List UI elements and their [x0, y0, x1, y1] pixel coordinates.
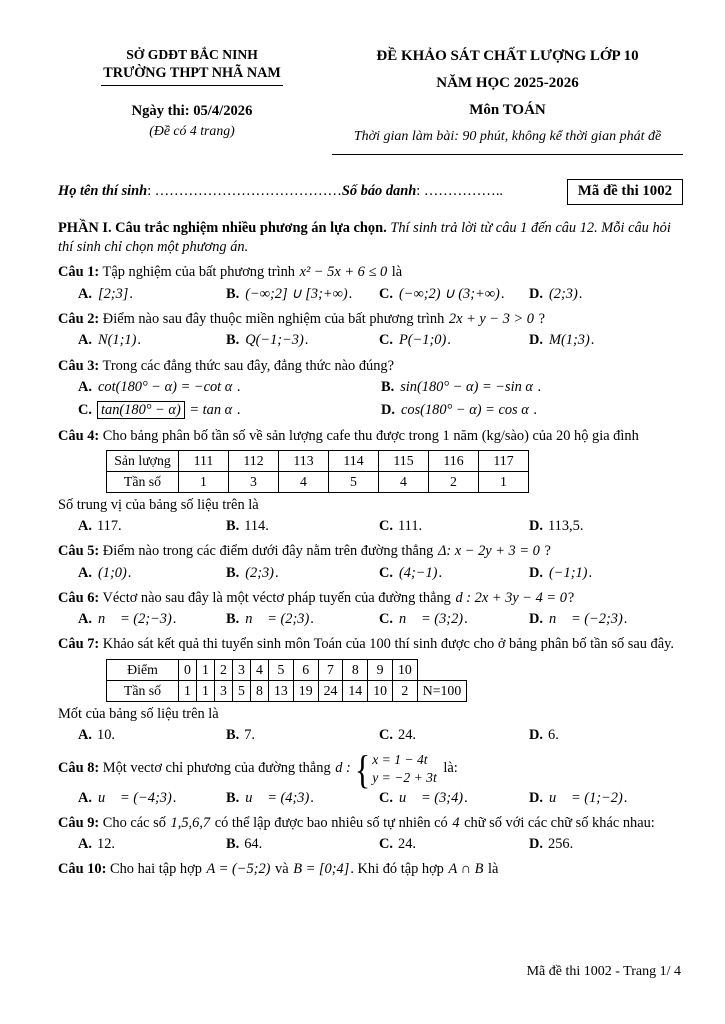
options-row	[58, 610, 683, 629]
question-post-text: Mốt của bảng số liệu trên là	[58, 705, 219, 722]
table-row-label: Điểm	[107, 659, 179, 680]
text-segment: là:	[439, 760, 458, 777]
header-left	[58, 46, 326, 155]
option-key: B.	[226, 611, 240, 628]
text-segment: chữ số với các chữ số khác nhau:	[460, 814, 655, 831]
table-cell: 111	[179, 450, 229, 471]
option-key: D.	[529, 789, 543, 806]
option	[529, 517, 683, 536]
school-year: NĂM HỌC 2025-2026	[436, 75, 579, 92]
math-expression: (1;0)	[98, 564, 127, 581]
question-text	[58, 860, 683, 879]
option	[379, 726, 529, 745]
question-text	[58, 589, 683, 608]
option-key: D.	[529, 836, 543, 853]
text-segment: 117.	[97, 517, 122, 534]
text-segment: .	[233, 402, 241, 419]
option-key: C.	[379, 789, 393, 806]
option	[529, 835, 683, 854]
question-label: Câu 6:	[58, 589, 100, 606]
question-label: Câu 8:	[58, 760, 100, 777]
math-expression: (−∞;2) ∪ (3;+∞)	[399, 285, 500, 302]
text-segment: Khảo sát kết quả thi tuyển sinh môn Toán của 100 thí sinh được cho ở bảng phân bố tần số sau đây.	[102, 636, 674, 653]
table-cell: 115	[379, 450, 429, 471]
table-cell: 6	[293, 659, 318, 680]
option	[78, 378, 381, 397]
question	[58, 814, 683, 855]
math-expression: x² − 5x + 6 ≤ 0	[299, 264, 388, 281]
table-cell: 9	[368, 659, 393, 680]
option-key: D.	[381, 402, 395, 419]
table-cell: 2	[392, 680, 417, 701]
math-expression: A ∩ B	[448, 861, 484, 878]
option	[78, 331, 226, 350]
equation-system	[354, 746, 437, 792]
exam-title: ĐỀ KHẢO SÁT CHẤT LƯỢNG LỚP 10	[376, 48, 639, 64]
math-expression: n⃗ = (−2;3)	[549, 611, 623, 628]
option	[379, 610, 529, 629]
question-text	[58, 814, 683, 833]
options-row	[58, 331, 683, 350]
math-expression: cos(180° − α) = cos α	[401, 402, 529, 419]
option-key: A.	[78, 836, 92, 853]
text-segment: 114.	[244, 517, 269, 534]
candidate-text	[58, 182, 555, 201]
option-key: A.	[78, 789, 92, 806]
option	[78, 401, 381, 420]
math-expression: = tan α	[185, 402, 233, 419]
option	[78, 517, 226, 536]
option-key: A.	[78, 285, 92, 302]
option	[529, 285, 683, 304]
question-text	[58, 357, 683, 376]
math-expression: d : 2x + 3y − 4 = 0	[455, 589, 567, 606]
text-segment: Véctơ nào sau đây là một véctơ pháp tuyến của đường thẳng	[102, 589, 455, 606]
option-key: B.	[226, 285, 240, 302]
table-cell: 117	[479, 450, 529, 471]
text-segment: .	[129, 285, 133, 302]
frequency-table	[106, 659, 467, 702]
math-expression: M(1;3)	[549, 332, 590, 349]
math-expression: Q(−1;−3)	[245, 332, 304, 349]
option-key: B.	[226, 726, 240, 743]
text-segment: là	[388, 264, 403, 281]
table-row-label: Tần số	[107, 471, 179, 492]
option-key: A.	[78, 564, 92, 581]
text-segment: .	[533, 378, 542, 395]
left-brace-icon: {	[354, 746, 371, 792]
questions-list	[58, 263, 683, 879]
text-segment: Trong các đẳng thức sau đây, đẳng thức nào đúng?	[102, 357, 395, 374]
table-row	[107, 450, 529, 471]
text-segment: là	[484, 861, 499, 878]
text-segment: .	[500, 285, 505, 302]
question-label: Câu 1:	[58, 264, 100, 281]
option-key: C.	[78, 402, 92, 419]
candidate-row	[58, 179, 683, 205]
option-key: B.	[226, 517, 240, 534]
option-key: B.	[381, 378, 395, 395]
option-key: D.	[529, 726, 543, 743]
math-expression: u⃗ = (3;4)	[399, 789, 464, 806]
table-cell: 10	[368, 680, 393, 701]
math-expression: Δ: x − 2y + 3 = 0	[437, 543, 540, 560]
question	[58, 589, 683, 630]
exam-date: Ngày thi: 05/4/2026	[131, 103, 253, 120]
options-row	[58, 726, 683, 745]
option	[529, 610, 683, 629]
question-text	[58, 427, 683, 446]
option-key: C.	[379, 332, 393, 349]
question-label: Câu 2:	[58, 311, 100, 328]
option	[381, 378, 683, 397]
option-key: B.	[226, 564, 240, 581]
question	[58, 263, 683, 304]
question-text	[58, 542, 683, 561]
math-expression: N(1;1)	[98, 332, 137, 349]
text-segment: Cho các số	[102, 814, 170, 831]
table-cell: 3	[215, 680, 233, 701]
text-segment: và	[271, 861, 293, 878]
option-key: D.	[529, 564, 543, 581]
text-segment: .	[310, 611, 314, 628]
option	[529, 564, 683, 583]
text-segment: 24.	[398, 836, 416, 853]
math-expression: u⃗ = (−4;3)	[98, 789, 172, 806]
table-row	[107, 659, 467, 680]
text-segment: .	[127, 564, 132, 581]
text-segment: 6.	[548, 726, 559, 743]
table-cell: 8	[343, 659, 368, 680]
options-row	[58, 378, 683, 421]
table-row-label: Sản lượng	[107, 450, 179, 471]
option-key: C.	[379, 726, 393, 743]
option-key: C.	[379, 285, 393, 302]
question-label: Câu 9:	[58, 814, 100, 831]
option	[78, 610, 226, 629]
exam-duration: Thời gian làm bài: 90 phút, không kể thời gian phát đề	[332, 128, 683, 155]
option-key: D.	[529, 285, 543, 302]
option	[226, 610, 379, 629]
text-segment: Một vectơ chỉ phương của đường thẳng	[102, 760, 335, 777]
text-segment: 24.	[398, 726, 416, 743]
question-post-text: Số trung vị của bảng số liệu trên là	[58, 496, 259, 513]
option	[529, 726, 683, 745]
department-name: SỞ GDĐT BẮC NINH	[126, 47, 258, 62]
text-segment: .	[438, 564, 443, 581]
table-cell: 116	[429, 450, 479, 471]
option	[529, 789, 683, 808]
table-cell: 5	[329, 471, 379, 492]
option	[226, 517, 379, 536]
section-title: PHẦN I. Câu trắc nghiệm nhiều phương án lựa chọn.	[58, 219, 387, 236]
options-row	[58, 285, 683, 304]
question-text	[58, 746, 683, 792]
math-expression: B = [0;4]	[293, 861, 350, 878]
text-segment: .	[172, 789, 177, 806]
text-segment: ?	[567, 589, 575, 606]
text-segment: .	[348, 285, 353, 302]
text-segment: .	[529, 402, 538, 419]
table-row	[107, 471, 529, 492]
math-expression: P(−1;0)	[399, 332, 447, 349]
question-label: Câu 5:	[58, 543, 100, 560]
text-segment: .	[464, 611, 468, 628]
table-cell: 5	[269, 659, 294, 680]
math-expression: (−∞;2] ∪ [3;+∞)	[245, 285, 348, 302]
table-cell: 113	[279, 450, 329, 471]
table-cell: 4	[251, 659, 269, 680]
text-segment: .	[623, 611, 628, 628]
equation-line: y = −2 + 3t	[372, 769, 437, 785]
text-segment: Cho bảng phân bố tần số về sản lượng cafe thu được trong 1 năm (kg/sào) của 20 hộ gia đình	[102, 427, 639, 444]
math-expression: A = (−5;2)	[206, 861, 271, 878]
table-cell: 1	[197, 659, 215, 680]
text-segment: .	[274, 564, 279, 581]
table-cell: 1	[179, 680, 197, 701]
table-cell: 4	[279, 471, 329, 492]
option	[529, 331, 683, 350]
table-cell: 5	[233, 680, 251, 701]
option-key: D.	[529, 611, 543, 628]
text-segment: .	[623, 789, 628, 806]
option	[226, 564, 379, 583]
option-key: B.	[226, 332, 240, 349]
table-cell: 112	[229, 450, 279, 471]
options-row	[58, 517, 683, 536]
option	[78, 285, 226, 304]
math-expression: cot(180° − α) = −cot α	[98, 378, 233, 395]
section-instruction: Thí sinh trả lời từ câu 1 đến câu 12. Mỗi câu hỏi thí sinh chỉ chọn một phương án.	[58, 219, 671, 256]
text-segment: .	[590, 332, 595, 349]
text-segment: Tập nghiệm của bất phương trình	[102, 264, 299, 281]
header-right	[326, 46, 683, 155]
text-segment: 64.	[244, 836, 263, 853]
math-expression: 4	[452, 814, 460, 831]
table-cell: 1	[479, 471, 529, 492]
text-segment: 10.	[97, 726, 115, 743]
text-segment: ?	[540, 543, 551, 560]
option	[379, 517, 529, 536]
question-label: Câu 3:	[58, 357, 100, 374]
table-cell: 13	[269, 680, 294, 701]
text-segment: . Khi đó tập hợp	[350, 861, 448, 878]
math-expression: 2x + y − 3 > 0	[448, 311, 535, 328]
frequency-table	[106, 450, 529, 493]
text-segment: Điểm nào sau đây thuộc miền nghiệm của bất phương trình	[102, 311, 448, 328]
question-label: Câu 4:	[58, 427, 100, 444]
option	[379, 285, 529, 304]
text-segment: 12.	[97, 836, 115, 853]
option	[379, 331, 529, 350]
question	[58, 860, 683, 879]
text-segment: .	[588, 564, 593, 581]
question	[58, 746, 683, 808]
question-text	[58, 263, 683, 282]
table-cell: 10	[392, 659, 417, 680]
text-segment: có thể lập được bao nhiêu số tự nhiên có	[211, 814, 452, 831]
options-row	[58, 564, 683, 583]
option	[78, 835, 226, 854]
section-heading	[58, 219, 683, 258]
text-segment: .	[578, 285, 583, 302]
table-cell: 14	[343, 680, 368, 701]
text-segment: 256.	[548, 836, 574, 853]
text-segment: .	[464, 789, 468, 806]
table-cell: 2	[429, 471, 479, 492]
question	[58, 310, 683, 351]
math-expression: (2;3)	[549, 285, 578, 302]
candidate-number-dots: : ……………..	[416, 183, 504, 200]
question	[58, 357, 683, 421]
option	[226, 331, 379, 350]
equation-line: x = 1 − 4t	[372, 752, 428, 768]
text-segment: Điểm nào trong các điểm dưới đây nằm trên đường thẳng	[102, 543, 437, 560]
option	[226, 285, 379, 304]
option	[78, 564, 226, 583]
table-cell: 114	[329, 450, 379, 471]
text-segment: .	[304, 332, 309, 349]
table-cell: 1	[197, 680, 215, 701]
boxed-math-expression: tan(180° − α)	[97, 401, 185, 419]
text-segment: .	[447, 332, 451, 349]
question-text	[58, 635, 683, 654]
options-row	[58, 789, 683, 808]
text-segment: .	[172, 611, 177, 628]
table-cell: 3	[233, 659, 251, 680]
text-segment: .	[310, 789, 314, 806]
math-expression: sin(180° − α) = −sin α	[400, 378, 533, 395]
candidate-name-label: Họ tên thí sinh	[58, 183, 148, 200]
option	[379, 789, 529, 808]
question	[58, 542, 683, 583]
question	[58, 427, 683, 537]
math-expression: u⃗ = (4;3)	[245, 789, 310, 806]
option-key: A.	[78, 378, 92, 395]
option-key: D.	[529, 332, 543, 349]
math-expression: n⃗ = (2;3)	[245, 611, 310, 628]
text-segment: .	[233, 378, 241, 395]
question-label: Câu 7:	[58, 636, 100, 653]
math-expression: (4;−1)	[399, 564, 438, 581]
option-key: C.	[379, 517, 393, 534]
math-expression: u⃗ = (1;−2)	[549, 789, 623, 806]
option	[379, 564, 529, 583]
text-segment: .	[137, 332, 141, 349]
option	[78, 726, 226, 745]
option-key: D.	[529, 517, 543, 534]
page-footer: Mã đề thi 1002 - Trang 1/ 4	[526, 964, 681, 980]
math-expression: 1,5,6,7	[170, 814, 211, 831]
math-expression: n⃗ = (3;2)	[399, 611, 464, 628]
candidate-number-label: Số báo danh	[341, 183, 417, 200]
exam-code-box: Mã đề thi 1002	[567, 179, 683, 205]
option	[78, 789, 226, 808]
option-key: C.	[379, 564, 393, 581]
option-key: A.	[78, 517, 92, 534]
math-expression: (−1;1)	[549, 564, 588, 581]
math-expression: (2;3)	[245, 564, 274, 581]
table-cell: 1	[179, 471, 229, 492]
header	[58, 46, 683, 155]
option	[226, 835, 379, 854]
option-key: B.	[226, 836, 240, 853]
table-cell: 19	[293, 680, 318, 701]
option-key: A.	[78, 726, 92, 743]
table-cell: 3	[229, 471, 279, 492]
pages-note: (Đề có 4 trang)	[149, 122, 235, 138]
option-key: A.	[78, 611, 92, 628]
table-cell: 4	[379, 471, 429, 492]
school-name: TRƯỜNG THPT NHÃ NAM	[101, 64, 282, 86]
option	[379, 835, 529, 854]
text-segment: Cho hai tập hợp	[109, 861, 206, 878]
text-segment: ?	[535, 311, 546, 328]
table-cell: N=100	[417, 680, 466, 701]
question-text	[58, 310, 683, 329]
subject-name: Môn TOÁN	[469, 102, 546, 119]
option-key: C.	[379, 836, 393, 853]
math-expression: [2;3]	[98, 285, 129, 302]
question-label: Câu 10:	[58, 861, 107, 878]
option-key: C.	[379, 611, 393, 628]
table-cell: 7	[318, 659, 343, 680]
table-row-label: Tần số	[107, 680, 179, 701]
table-cell: 8	[251, 680, 269, 701]
question	[58, 635, 683, 745]
options-row	[58, 835, 683, 854]
table-row	[107, 680, 467, 701]
table-cell: 0	[179, 659, 197, 680]
option	[226, 726, 379, 745]
text-segment: 7.	[244, 726, 255, 743]
table-cell: 2	[215, 659, 233, 680]
candidate-name-dots: : …………………………………	[147, 183, 342, 200]
option-key: B.	[226, 789, 240, 806]
math-expression: d :	[335, 760, 351, 777]
table-cell: 24	[318, 680, 343, 701]
option-key: A.	[78, 332, 92, 349]
option	[381, 401, 683, 420]
text-segment: 113,5.	[548, 517, 584, 534]
math-expression: n⃗ = (2;−3)	[98, 611, 172, 628]
text-segment: 111.	[398, 517, 423, 534]
equation-lines	[372, 751, 437, 786]
